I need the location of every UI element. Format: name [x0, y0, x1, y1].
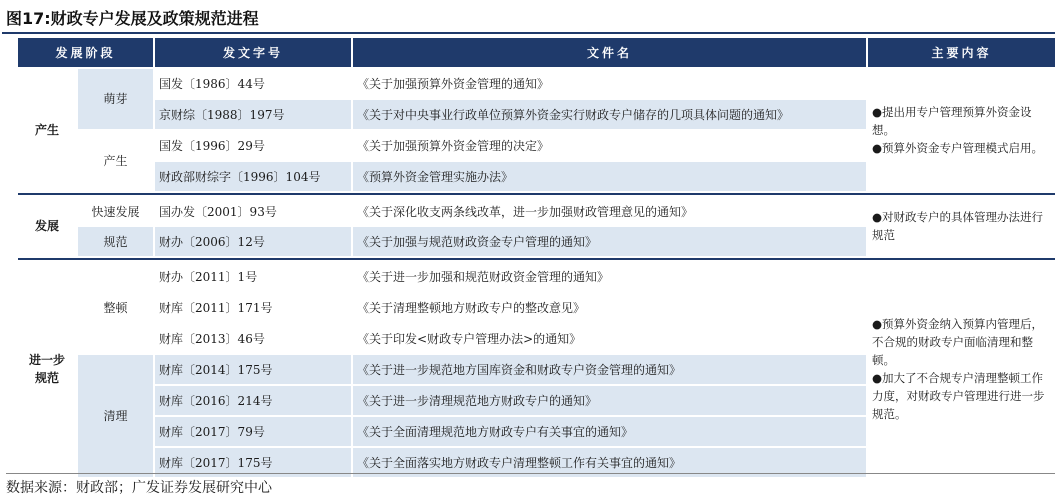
doc-no-cell: 财库〔2011〕171号 — [155, 293, 351, 322]
substage-cell: 产生 — [78, 131, 153, 191]
group-separator — [18, 193, 1055, 195]
doc-no-cell: 财库〔2016〕214号 — [155, 386, 351, 415]
doc-name-cell: 《关于全面落实地方财政专户清理整顿工作有关事宜的通知》 — [353, 448, 866, 477]
doc-name-cell: 《关于清理整顿地方财政专户的整改意见》 — [353, 293, 866, 322]
table-row — [18, 69, 1055, 98]
substage-cell: 规范 — [78, 227, 153, 256]
policy-table — [16, 36, 1057, 479]
doc-name-cell: 《关于深化收支两条线改革，进一步加强财政管理意见的通知》 — [353, 197, 866, 226]
substage-cell: 萌芽 — [78, 69, 153, 129]
header-stage: 发展阶段 — [18, 38, 153, 67]
doc-name-cell: 《关于进一步清理规范地方财政专户的通知》 — [353, 386, 866, 415]
doc-no-cell: 国办发〔2001〕93号 — [155, 197, 351, 226]
substage-cell: 快速发展 — [78, 197, 153, 226]
doc-name-cell: 《关于印发<财政专户管理办法>的通知》 — [353, 324, 866, 353]
doc-no-cell: 财政部财综字〔1996〕104号 — [155, 162, 351, 191]
table-row — [18, 197, 1055, 226]
header-content: 主要内容 — [868, 38, 1055, 67]
doc-no-cell: 财库〔2017〕79号 — [155, 417, 351, 446]
doc-no-cell: 国发〔1996〕29号 — [155, 131, 351, 160]
source-note: 数据来源：财政部；广发证券发展研究中心 — [6, 473, 1055, 496]
doc-no-cell: 财办〔2011〕1号 — [155, 262, 351, 291]
doc-name-cell: 《关于进一步规范地方国库资金和财政专户资金管理的通知》 — [353, 355, 866, 384]
doc-name-cell: 《关于加强预算外资金管理的决定》 — [353, 131, 866, 160]
doc-name-cell: 《关于全面清理规范地方财政专户有关事宜的通知》 — [353, 417, 866, 446]
table-header-row — [18, 38, 1055, 67]
doc-name-cell: 《关于对中央事业行政单位预算外资金实行财政专户储存的几项具体问题的通知》 — [353, 100, 866, 129]
stage-cell: 发展 — [18, 197, 76, 257]
doc-name-cell: 《关于加强与规范财政资金专户管理的通知》 — [353, 227, 866, 256]
substage-cell: 整顿 — [78, 262, 153, 353]
doc-no-cell: 京财综〔1988〕197号 — [155, 100, 351, 129]
doc-no-cell: 国发〔1986〕44号 — [155, 69, 351, 98]
content-cell: ●提出用专户管理预算外资金设想。 ●预算外资金专户管理模式启用。 — [868, 69, 1055, 191]
doc-name-cell: 《关于加强预算外资金管理的通知》 — [353, 69, 866, 98]
content-cell: ●预算外资金纳入预算内管理后，不合规的财政专户面临清理和整顿。 ●加大了不合规专户清理整顿工作力度，对财政专户管理进行进一步规范。 — [868, 262, 1055, 476]
header-doc-name: 文件名 — [353, 38, 866, 67]
stage-cell: 进一步 规范 — [18, 262, 76, 476]
doc-name-cell: 《关于进一步加强和规范财政资金管理的通知》 — [353, 262, 866, 291]
content-cell: ●对财政专户的具体管理办法进行规范 — [868, 197, 1055, 257]
doc-no-cell: 财库〔2013〕46号 — [155, 324, 351, 353]
doc-no-cell: 财库〔2017〕175号 — [155, 448, 351, 477]
table-row — [18, 262, 1055, 291]
doc-no-cell: 财库〔2014〕175号 — [155, 355, 351, 384]
header-doc-no: 发文字号 — [155, 38, 351, 67]
doc-no-cell: 财办〔2006〕12号 — [155, 227, 351, 256]
doc-name-cell: 《预算外资金管理实施办法》 — [353, 162, 866, 191]
stage-cell: 产生 — [18, 69, 76, 191]
substage-cell: 清理 — [78, 355, 153, 477]
figure-title: 图17:财政专户发展及政策规范进程 — [6, 9, 259, 28]
group-separator — [18, 258, 1055, 260]
title-rule — [2, 32, 1055, 34]
